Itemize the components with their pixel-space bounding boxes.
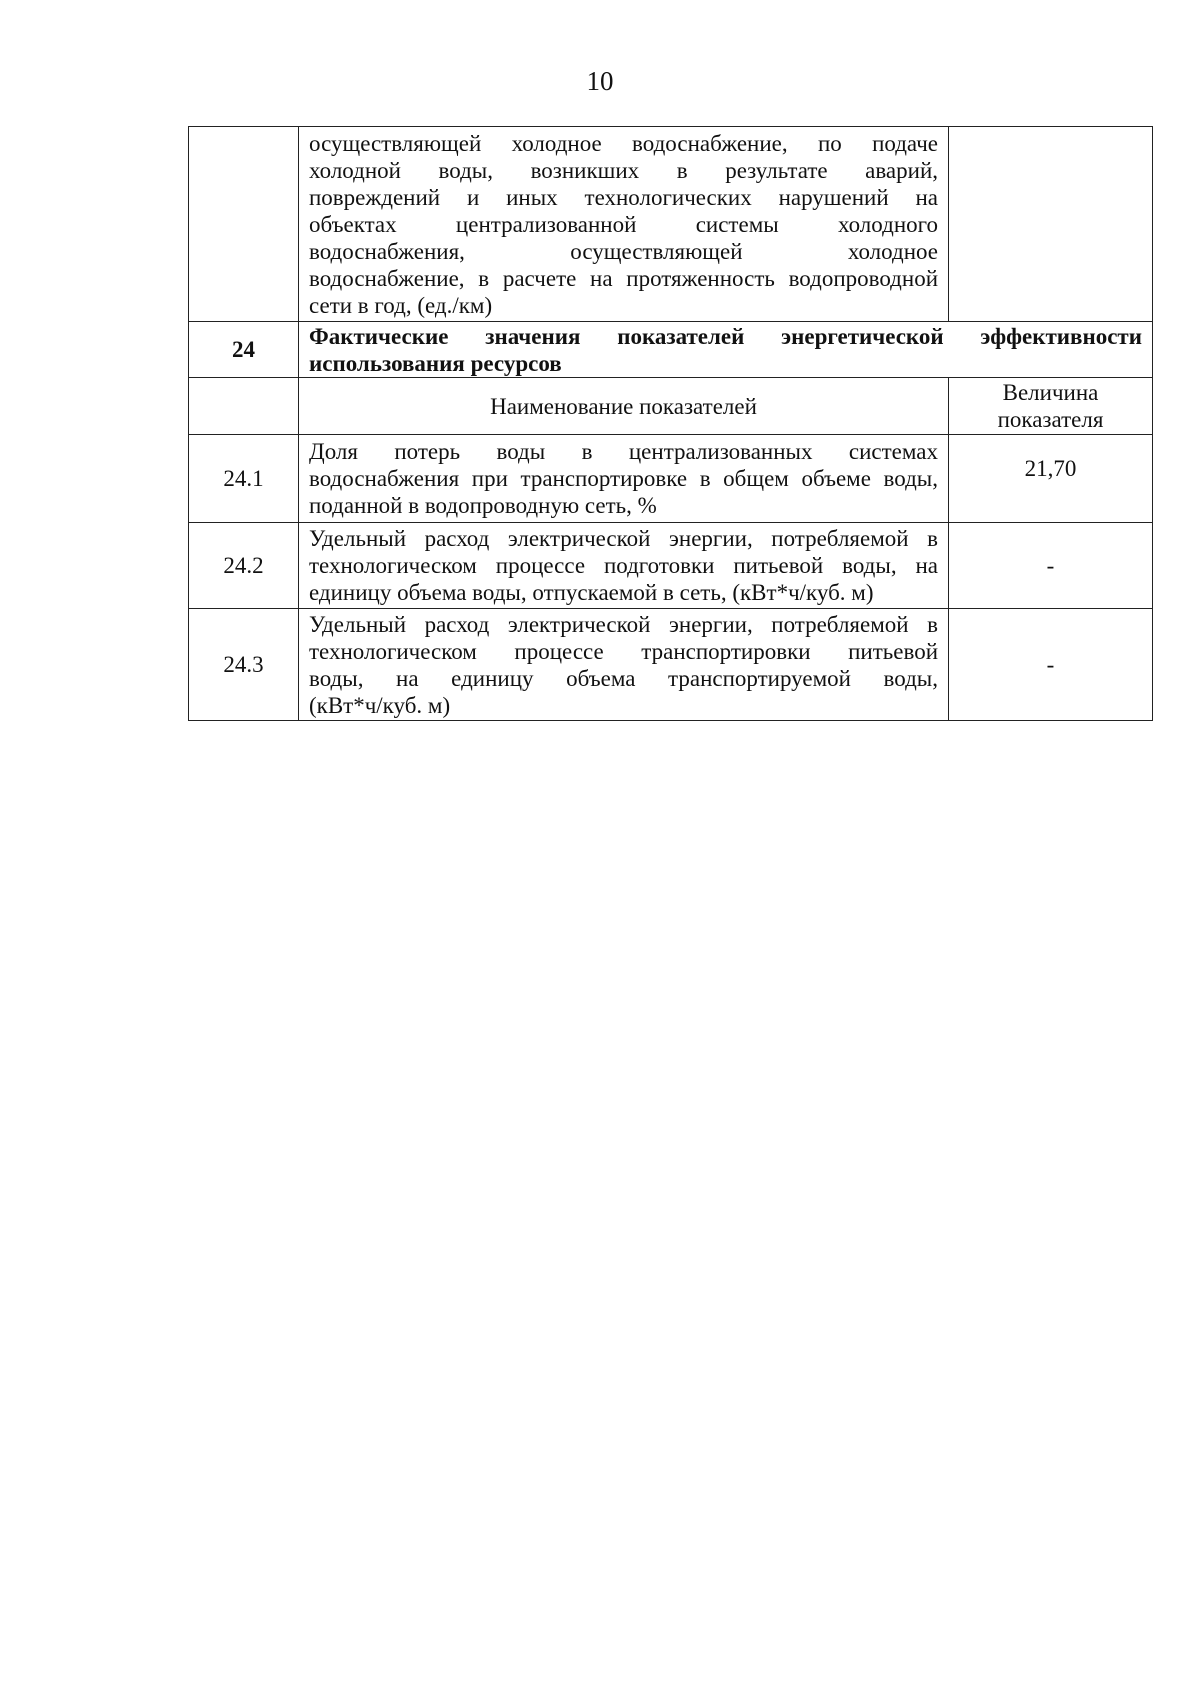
indicator-name	[299, 609, 949, 721]
text-line: холодной воды, возникших в результате аварий,	[309, 157, 938, 183]
indicators-table	[188, 126, 1153, 721]
text-line: осуществляющей холодное водоснабжение, по подаче	[309, 130, 938, 156]
text-line: Доля потерь воды в централизованных системах	[309, 439, 938, 464]
section-row	[189, 322, 1153, 378]
text-line: единицу объема воды, отпускаемой в сеть, (кВт*ч/куб. м)	[309, 580, 874, 605]
indicator-name	[299, 127, 949, 322]
header-value-line: показателя	[997, 407, 1104, 432]
header-num-cell	[189, 378, 299, 435]
text-line: объектах централизованной системы холодного	[309, 211, 938, 237]
section-title-line: Фактические значения показателей энергетической эффективности	[309, 323, 1142, 349]
text-line: (кВт*ч/куб. м)	[309, 692, 451, 718]
section-title	[299, 322, 1153, 378]
row-number: 24.2	[189, 523, 299, 609]
section-title-line: использования ресурсов	[309, 350, 562, 376]
text-line: повреждений и иных технологических нарушений на	[309, 184, 938, 210]
text-line: водоснабжения при транспортировке в общем объеме воды,	[309, 466, 938, 491]
row-number: 24.1	[189, 435, 299, 523]
indicator-name	[299, 523, 949, 609]
table-row	[189, 609, 1153, 721]
header-value-line: Величина	[1002, 380, 1099, 405]
row-number	[189, 127, 299, 322]
indicator-name	[299, 435, 949, 523]
header-value	[949, 378, 1153, 435]
table-header-row	[189, 378, 1153, 435]
text-line: сети в год, (ед./км)	[309, 292, 493, 318]
text-line: водоснабжения, осуществляющей холодное	[309, 238, 938, 264]
text-line: водоснабжение, в расчете на протяженность водопроводной	[309, 265, 938, 291]
header-name: Наименование показателей	[299, 378, 949, 435]
table-row-continuation	[189, 127, 1153, 322]
row-number: 24.3	[189, 609, 299, 721]
text-line: технологическом процессе подготовки питьевой воды, на	[309, 553, 938, 578]
text-line: Удельный расход электрической энергии, потребляемой в	[309, 526, 938, 551]
indicator-value: -	[949, 523, 1153, 609]
text-line: технологическом процессе транспортировки питьевой	[309, 638, 938, 664]
indicator-value	[949, 127, 1153, 322]
text-line: воды, на единицу объема транспортируемой воды,	[309, 665, 938, 691]
page-number: 10	[586, 66, 614, 96]
table-row	[189, 523, 1153, 609]
indicator-value: -	[949, 609, 1153, 721]
text-line: Удельный расход электрической энергии, потребляемой в	[309, 611, 938, 637]
text-line: поданной в водопроводную сеть, %	[309, 493, 657, 518]
indicator-value: 21,70	[949, 435, 1153, 523]
table-row	[189, 435, 1153, 523]
section-number: 24	[189, 322, 299, 378]
